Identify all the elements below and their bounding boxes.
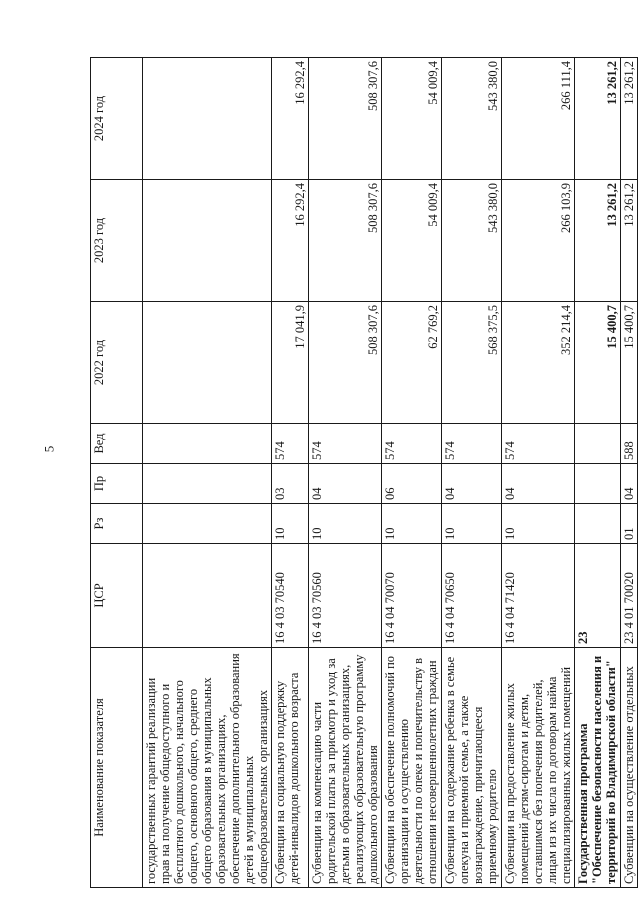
row-ved: 574 xyxy=(382,424,442,464)
row-pr: 03 xyxy=(272,464,309,504)
row-name: Субвенции на осуществление отдельных xyxy=(621,648,638,888)
row-csr: 23 4 01 70020 xyxy=(621,544,638,648)
row-rz: 10 xyxy=(502,504,575,544)
header-name: Наименование показателя xyxy=(91,648,143,888)
row-2022 xyxy=(143,302,272,424)
row-2024: 16 292,4 xyxy=(272,58,309,180)
row-2023: 16 292,4 xyxy=(272,180,309,302)
row-2023: 13 261,2 xyxy=(621,180,638,302)
row-csr: 16 4 04 70650 xyxy=(442,544,502,648)
row-2024: 543 380,0 xyxy=(442,58,502,180)
row-2024: 266 111,4 xyxy=(502,58,575,180)
table-row xyxy=(309,58,382,888)
table-row xyxy=(502,58,575,888)
row-2024: 508 307,6 xyxy=(309,58,382,180)
table-row xyxy=(382,58,442,888)
table-row xyxy=(621,58,638,888)
budget-table-frame xyxy=(90,58,636,888)
row-csr: 16 4 04 71420 xyxy=(502,544,575,648)
header-rz: Рз xyxy=(91,504,143,544)
row-2024: 13 261,2 xyxy=(575,58,621,180)
row-2022: 15 400,7 xyxy=(575,302,621,424)
header-2023: 2023 год xyxy=(91,180,143,302)
row-csr: 16 4 03 70540 xyxy=(272,544,309,648)
row-pr: 04 xyxy=(442,464,502,504)
table-row xyxy=(272,58,309,888)
header-pr: Пр xyxy=(91,464,143,504)
row-ved xyxy=(143,424,272,464)
row-ved: 574 xyxy=(309,424,382,464)
row-2023: 266 103,9 xyxy=(502,180,575,302)
row-pr: 04 xyxy=(309,464,382,504)
row-2024 xyxy=(143,58,272,180)
row-2022: 508 307,6 xyxy=(309,302,382,424)
row-2023: 543 380,0 xyxy=(442,180,502,302)
row-name: Субвенции на социальную поддержку детей-инвалидов дошкольного возраста xyxy=(272,648,309,888)
page-number: 5 xyxy=(41,445,57,453)
row-2023: 13 261,2 xyxy=(575,180,621,302)
row-rz: 01 xyxy=(621,504,638,544)
row-name: Субвенции на предоставление жилых помещений детям-сиротам и детям, оставшимся без попечения родителей, лицам из их числа по договорам найма специализированных жилых помещений xyxy=(502,648,575,888)
row-pr xyxy=(575,464,621,504)
row-ved: 588 xyxy=(621,424,638,464)
row-rz xyxy=(575,504,621,544)
row-csr xyxy=(143,544,272,648)
table-row xyxy=(143,58,272,888)
row-2022: 352 214,4 xyxy=(502,302,575,424)
row-csr: 16 4 03 70560 xyxy=(309,544,382,648)
row-rz: 10 xyxy=(442,504,502,544)
row-rz: 10 xyxy=(309,504,382,544)
row-2024: 13 261,2 xyxy=(621,58,638,180)
row-2024: 54 009,4 xyxy=(382,58,442,180)
row-name: государственных гарантий реализации прав на получение общедоступного и бесплатного дошкольного, начального общего, основного общего, среднего общего образования в муниципальных образовательных организациях, обеспечение дополнительного образования детей в муниципальных общеобразовательных организациях xyxy=(143,648,272,888)
row-name: Государственная программа "Обеспечение безопасности населения и территорий во Владимирской области" xyxy=(575,648,621,888)
row-csr: 23 xyxy=(575,544,621,648)
row-2023: 54 009,4 xyxy=(382,180,442,302)
row-name: Субвенции на содержание ребенка в семье опекуна и приемной семье, а также вознаграждение, причитающееся приемному родителю xyxy=(442,648,502,888)
row-2022: 15 400,7 xyxy=(621,302,638,424)
row-2023 xyxy=(143,180,272,302)
table-row xyxy=(442,58,502,888)
row-csr: 16 4 04 70070 xyxy=(382,544,442,648)
row-rz: 10 xyxy=(272,504,309,544)
row-name: Субвенции на компенсацию части родительской платы за присмотр и уход за детьми в образовательных организациях, реализующих образовательную программу дошкольного образования xyxy=(309,648,382,888)
row-ved: 574 xyxy=(272,424,309,464)
row-pr: 04 xyxy=(502,464,575,504)
header-2024: 2024 год xyxy=(91,58,143,180)
row-rz: 10 xyxy=(382,504,442,544)
row-ved xyxy=(575,424,621,464)
budget-table xyxy=(90,57,638,888)
row-2022: 17 041,9 xyxy=(272,302,309,424)
row-ved: 574 xyxy=(502,424,575,464)
row-pr xyxy=(143,464,272,504)
table-row-program xyxy=(575,58,621,888)
row-rz xyxy=(143,504,272,544)
row-2023: 508 307,6 xyxy=(309,180,382,302)
header-csr: ЦСР xyxy=(91,544,143,648)
row-2022: 568 375,5 xyxy=(442,302,502,424)
table-header-row xyxy=(91,58,143,888)
row-name: Субвенции на обеспечение полномочий по организации и осуществлению деятельности по опеке и попечительству в отношении несовершеннолетних граждан xyxy=(382,648,442,888)
header-2022: 2022 год xyxy=(91,302,143,424)
row-2022: 62 769,2 xyxy=(382,302,442,424)
row-pr: 06 xyxy=(382,464,442,504)
header-ved: Вед xyxy=(91,424,143,464)
row-ved: 574 xyxy=(442,424,502,464)
row-pr: 04 xyxy=(621,464,638,504)
